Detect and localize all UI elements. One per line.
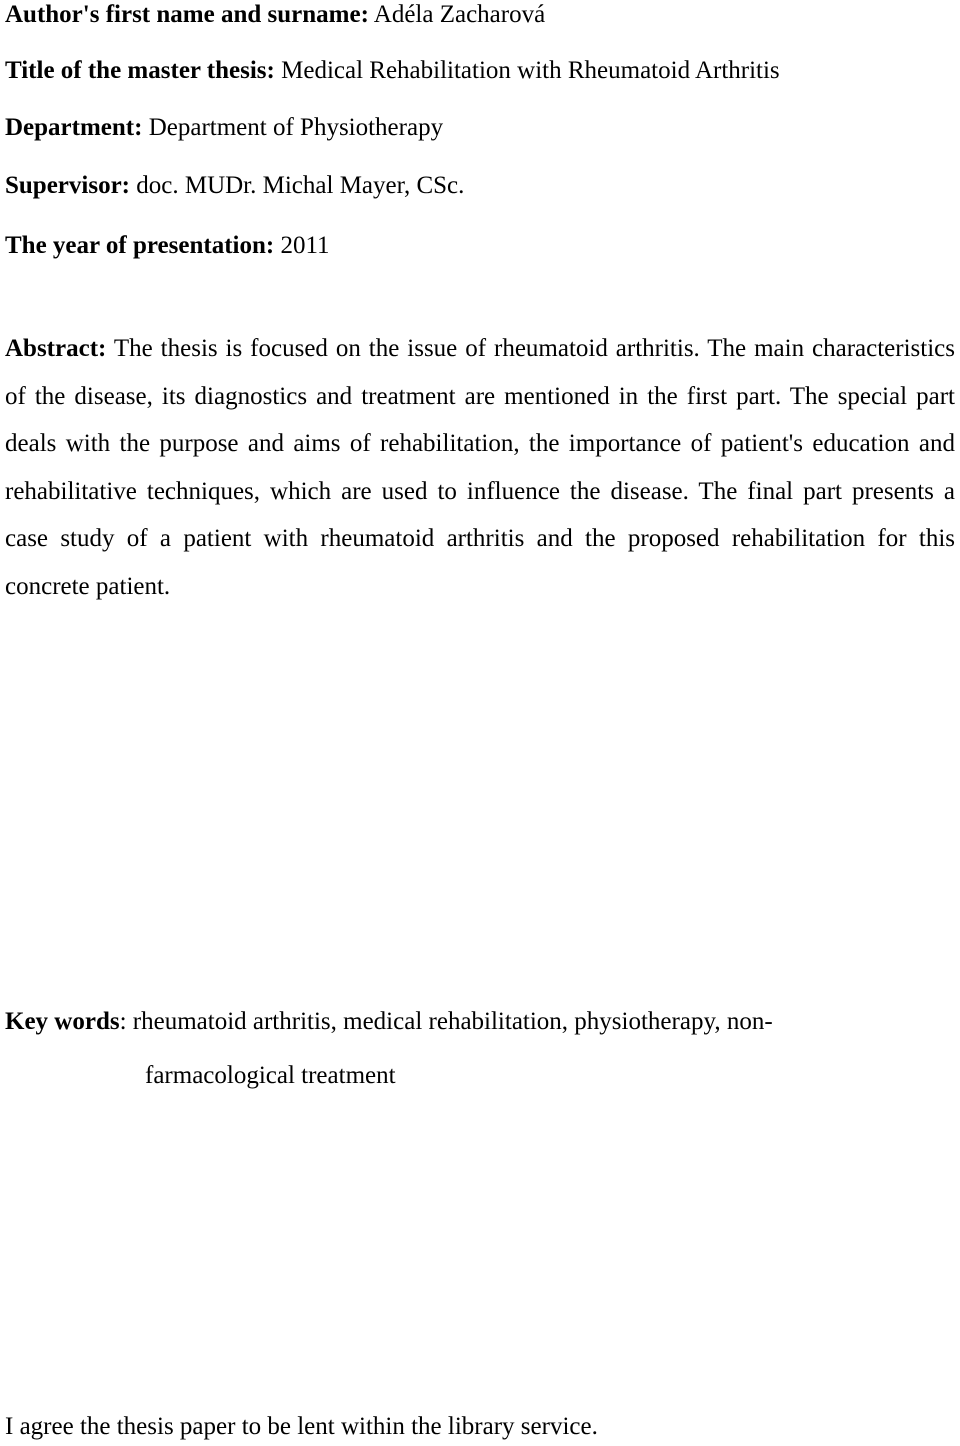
- keywords-line-1: rheumatoid arthritis, medical rehabilitation, physiotherapy, non-: [132, 1008, 773, 1035]
- department-value: Department of Physiotherapy: [148, 114, 444, 141]
- abstract-text: The thesis is focused on the issue of rheumatoid arthritis. The main characteristics of the disease, its diagnostics and treatment are mentioned in the first part. The special part deals with the purpose and aims of rehabilitation, the importance of patient's education and rehabilitative techniques, which are used to influence the disease. The final part presents a case study of a patient with rheumatoid arthritis and the proposed rehabilitation for this concrete patient.: [5, 335, 955, 600]
- author-value: Adéla Zacharová: [373, 1, 546, 28]
- year-line: [5, 231, 330, 261]
- year-value: 2011: [280, 232, 330, 259]
- abstract-paragraph: [5, 325, 955, 610]
- supervisor-value: doc. MUDr. Michal Mayer, CSc.: [136, 172, 465, 199]
- keywords-block: Key words: rheumatoid arthritis, medical rehabilitation, physiotherapy, non- farmacological treatment: [5, 995, 835, 1103]
- author-label: Author's first name and surname:: [5, 1, 369, 28]
- abstract-label: Abstract:: [5, 335, 107, 362]
- department-line: [5, 113, 443, 143]
- author-line: [5, 0, 545, 30]
- supervisor-label: Supervisor:: [5, 172, 130, 199]
- keywords-line-2: farmacological treatment: [145, 1062, 396, 1089]
- thesis-title-value: Medical Rehabilitation with Rheumatoid Arthritis: [281, 57, 780, 84]
- year-label: The year of presentation:: [5, 232, 275, 259]
- department-label: Department:: [5, 114, 143, 141]
- keywords-label: Key words: [5, 1008, 120, 1035]
- supervisor-line: [5, 171, 464, 201]
- library-agreement: I agree the thesis paper to be lent within the library service.: [5, 1413, 598, 1440]
- thesis-title-label: Title of the master thesis:: [5, 57, 275, 84]
- thesis-title-line: [5, 56, 780, 86]
